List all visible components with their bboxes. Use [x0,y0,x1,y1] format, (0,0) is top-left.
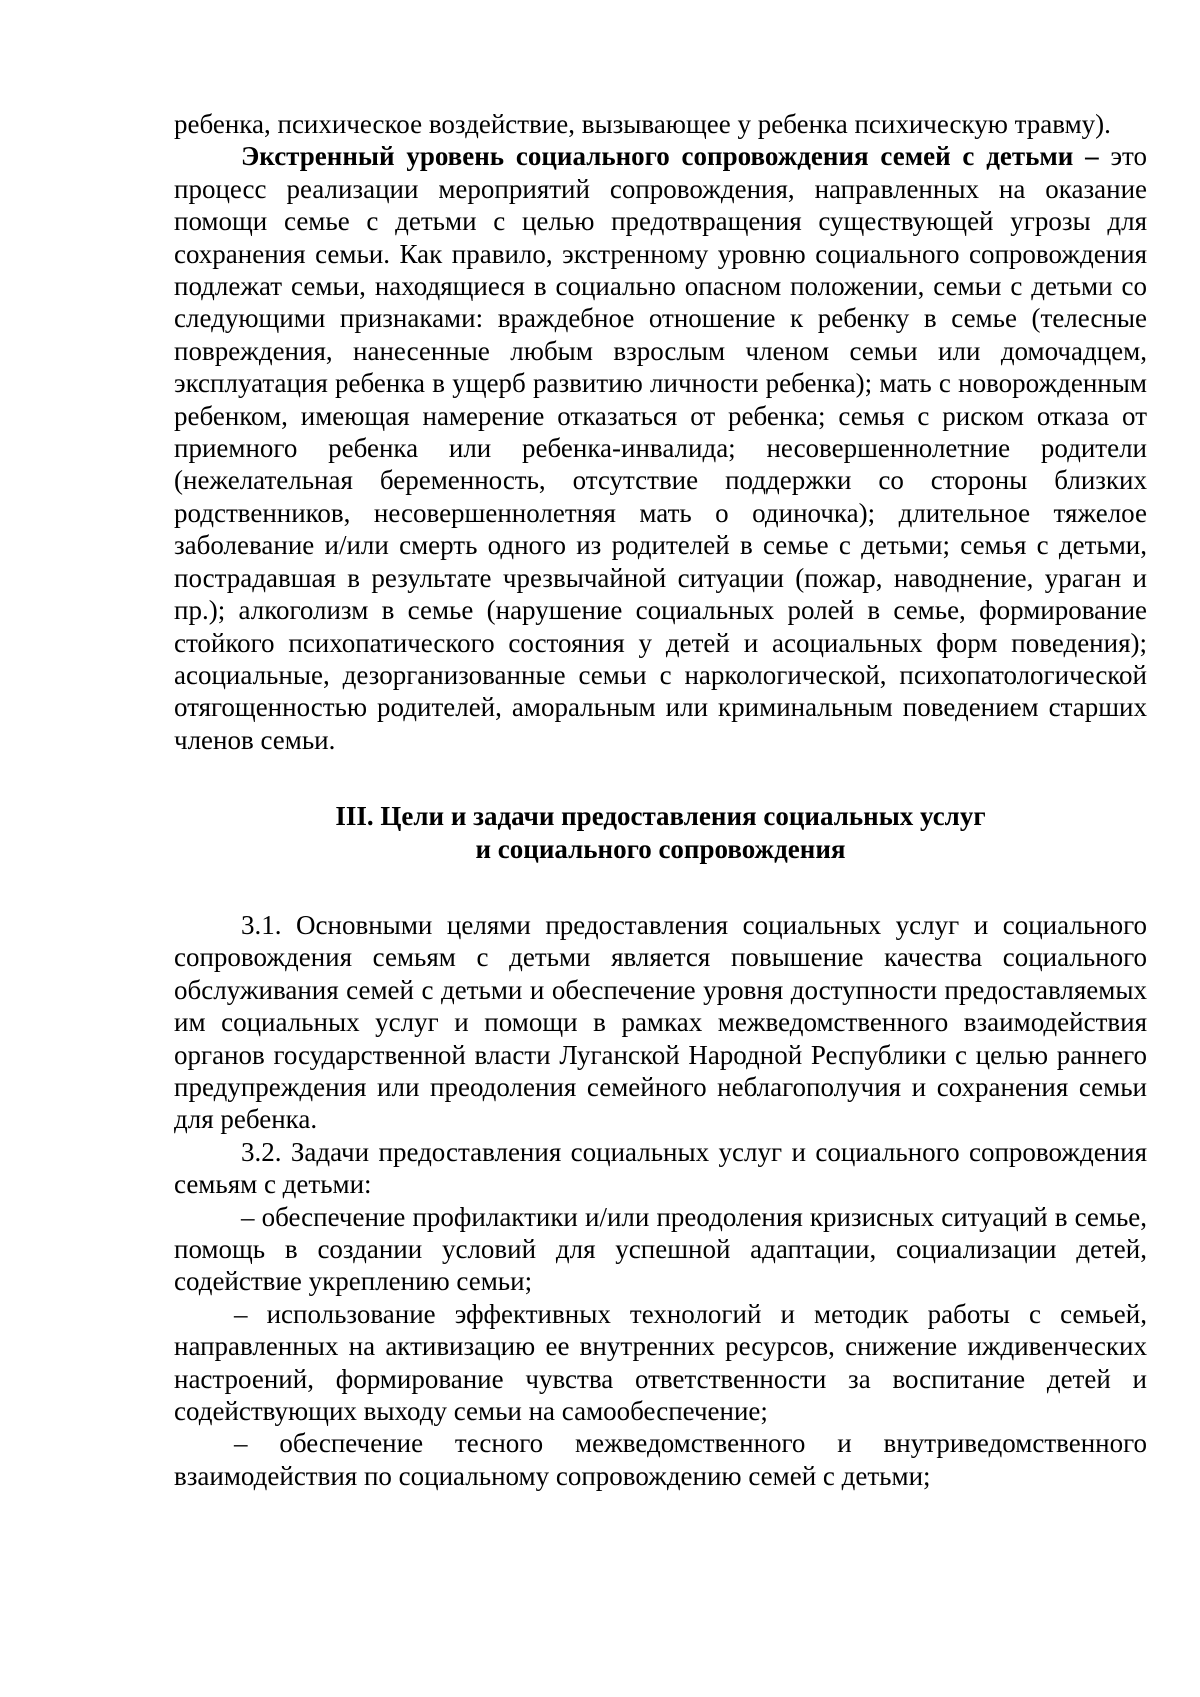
task-item-1: – обеспечение профилактики и/или преодоления кризисных ситуаций в семье, помощь в создании условий для успешной адаптации, социализации детей, содействие укреплению семьи; [174,1201,1147,1297]
paragraph-continuation: ребенка, психическое воздействие, вызывающее у ребенка психическую травму). [174,109,1111,139]
section-heading-line1: III. Цели и задачи предоставления социальных услуг [335,801,986,832]
section-heading [174,800,1147,865]
paragraph-emergency-level [174,140,1147,756]
emergency-level-term: Экстренный уровень социального сопровождения семей с детьми – [241,141,1099,172]
section-heading-line2: и социального сопровождения [475,833,846,864]
paragraph-3-2: 3.2. Задачи предоставления социальных услуг и социального сопровождения семьям с детьми: [174,1136,1147,1200]
emergency-level-definition: это процесс реализации мероприятий сопровождения, направленных на оказание помощи семье с детьми с целью предотвращения существующей угрозы для сохранения семьи. Как правило, экстренному уровню социального сопровождения подлежат семьи, находящиеся в социально опасном положении, семьи с детьми со следующими признаками: враждебное отношение к ребенку в семье (телесные повреждения, нанесенные любым взрослым членом семьи или домочадцем, эксплуатация ребенка в ущерб развитию личности ребенка); мать с новорожденным ребенком, имеющая намерение отказаться от ребенка; семья с риском отказа от приемного ребенка или ребенка-инвалида; несовершеннолетние родители (нежелательная беременность, отсутствие поддержки со стороны близких родственников, несовершеннолетняя мать о одиночка); длительное тяжелое заболевание и/или смерть одного из родителей в семье с детьми; семья с детьми, пострадавшая в результате чрезвычайной ситуации (пожар, наводнение, ураган и пр.); алкоголизм в семье (нарушение социальных ролей в семье, формирование стойкого психопатического состояния у детей и асоциальных форм поведения); асоциальные, дезорганизованные семьи с наркологической, психопатологической отягощенностью родителей, аморальным или криминальным поведением старших членов семьи. [174,141,1147,755]
task-item-3: – обеспечение тесного межведомственного и внутриведомственного взаимодействия по социальному сопровождению семей с детьми; [174,1428,1147,1491]
document-page [174,108,1147,1492]
paragraph-3-1: 3.1. Основными целями предоставления социальных услуг и социального сопровождения семьям с детьми является повышение качества социального обслуживания семей с детьми и обеспечение уровня доступности предоставляемых им социальных услуг и помощи в рамках межведомственного взаимодействия органов государственной власти Луганской Народной Республики с целью раннего предупреждения или преодоления семейного неблагополучия и сохранения семьи для ребенка. [174,909,1147,1135]
task-item-2: – использование эффективных технологий и методик работы с семьей, направленных на активизацию ее внутренних ресурсов, снижение иждивенческих настроений, формирование чувства ответственности за воспитание детей и содействующих выходу семьи на самообеспечение; [174,1298,1147,1427]
